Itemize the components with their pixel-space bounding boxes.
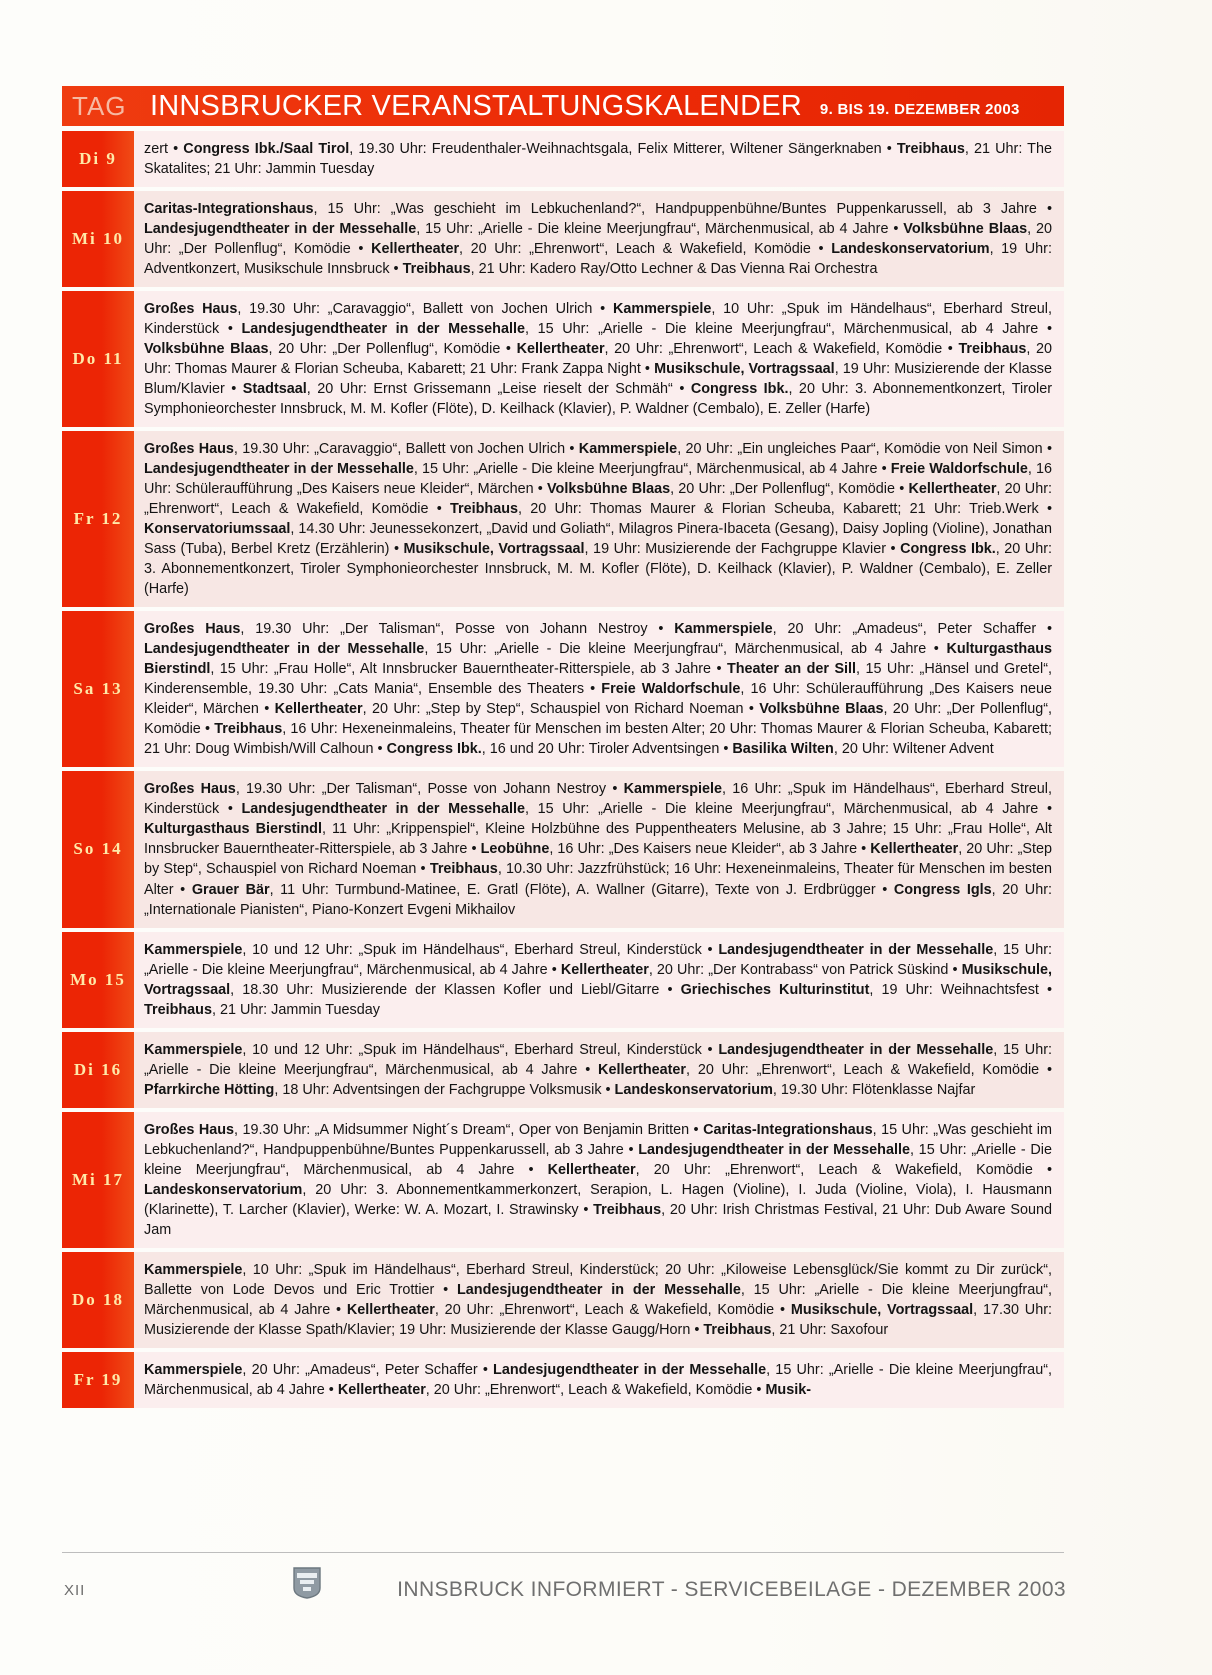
calendar-day-row (62, 611, 1064, 767)
day-label-cell (62, 932, 134, 1028)
day-events-text: Kammerspiele, 10 Uhr: „Spuk im Händelhaus“, Eberhard Streul, Kinderstück; 20 Uhr: „Kiloweise Lebensglück/Sie kommt zu Dir zurück“, Ballette von Lode Devos und Eric Trottier • Landesjugendtheater in der Messehalle, 15 Uhr: „Arielle - Die kleine Meerjungfrau“, Märchenmusical, ab 4 Jahre • Kellertheater, 20 Uhr: „Ehrenwort“, Leach & Wakefield, Komödie • Musikschule, Vortragssaal, 17.30 Uhr: Musizierende der Klasse Spath/Klavier; 19 Uhr: Musizierende der Klasse Gaugg/Horn • Treibhaus, 21 Uhr: Saxofour (134, 1252, 1064, 1348)
day-label-cell (62, 611, 134, 767)
calendar-day-row (62, 1352, 1064, 1408)
calendar-header (62, 86, 1064, 126)
day-label-cell (62, 1032, 134, 1108)
calendar-day-row (62, 771, 1064, 927)
day-events-text: Kammerspiele, 20 Uhr: „Amadeus“, Peter Schaffer • Landesjugendtheater in der Messehalle, 15 Uhr: „Arielle - Die kleine Meerjungfrau“, Märchenmusical, ab 4 Jahre • Kellertheater, 20 Uhr: „Ehrenwort“, Leach & Wakefield, Komödie • Musik- (134, 1352, 1064, 1408)
day-label-cell (62, 291, 134, 427)
day-events-text: Großes Haus, 19.30 Uhr: „Der Talisman“, Posse von Johann Nestroy • Kammerspiele, 20 Uhr: „Amadeus“, Peter Schaffer • Landesjugendtheater in der Messehalle, 15 Uhr: „Arielle - Die kleine Meerjungfrau“, Märchenmusical, ab 4 Jahre • Kulturgasthaus Bierstindl, 15 Uhr: „Frau Holle“, Alt Innsbrucker Bauerntheater-Ritterspiele, ab 3 Jahre • Theater an der Sill, 15 Uhr: „Hänsel und Gretel“, Kinderensemble, 19.30 Uhr: „Cats Mania“, Ensemble des Theaters • Freie Waldorfschule, 16 Uhr: Schüleraufführung „Des Kaisers neue Kleider“, Märchen • Kellertheater, 20 Uhr: „Step by Step“, Schauspiel von Richard Noeman • Volksbühne Blaas, 20 Uhr: „Der Pollenflug“, Komödie • Treibhaus, 16 Uhr: Hexeneinmaleins, Theater für Menschen im besten Alter; 20 Uhr: Thomas Maurer & Florian Scheuba, Kabarett; 21 Uhr: Doug Wimbish/Will Calhoun • Congress Ibk., 16 und 20 Uhr: Tiroler Adventsingen • Basilika Wilten, 20 Uhr: Wiltener Advent (134, 611, 1064, 767)
day-label: Fr 19 (73, 1369, 123, 1389)
footer-divider (62, 1552, 1064, 1553)
calendar-day-row (62, 191, 1064, 287)
day-events-text: Großes Haus, 19.30 Uhr: „Der Talisman“, Posse von Johann Nestroy • Kammerspiele, 16 Uhr: „Spuk im Händelhaus“, Eberhard Streul, Kinderstück • Landesjugendtheater in der Messehalle, 15 Uhr: „Arielle - Die kleine Meerjungfrau“, Märchenmusical, ab 4 Jahre • Kulturgasthaus Bierstindl, 11 Uhr: „Krippenspiel“, Kleine Holzbühne des Puppentheaters Melusine, ab 3 Jahre; 15 Uhr: „Frau Holle“, Alt Innsbrucker Bauerntheater-Ritterspiele, ab 3 Jahre • Leobühne, 16 Uhr: „Des Kaisers neue Kleider“, ab 3 Jahre • Kellertheater, 20 Uhr: „Step by Step“, Schauspiel von Richard Noeman • Treibhaus, 10.30 Uhr: Jazzfrühstück; 16 Uhr: Hexeneinmaleins, Theater für Menschen im besten Alter • Grauer Bär, 11 Uhr: Turmbund-Matinee, E. Gratl (Flöte), A. Wallner (Gitarre), Texte von J. Erdbrügger • Congress Igls, 20 Uhr: „Internationale Pianisten“, Piano-Konzert Evgeni Mikhailov (134, 771, 1064, 927)
calendar-day-row (62, 932, 1064, 1028)
day-events-text: Kammerspiele, 10 und 12 Uhr: „Spuk im Händelhaus“, Eberhard Streul, Kinderstück • Landesjugendtheater in der Messehalle, 15 Uhr: „Arielle - Die kleine Meerjungfrau“, Märchenmusical, ab 4 Jahre • Kellertheater, 20 Uhr: „Ehrenwort“, Leach & Wakefield, Komödie • Pfarrkirche Hötting, 18 Uhr: Adventsingen der Fachgruppe Volksmusik • Landeskonservatorium, 19.30 Uhr: Flötenklasse Najfar (134, 1032, 1064, 1108)
day-label: Sa 13 (73, 679, 123, 699)
day-label: Mo 15 (70, 969, 126, 989)
day-label: Do 11 (72, 349, 124, 369)
day-events-text: Großes Haus, 19.30 Uhr: „A Midsummer Night´s Dream“, Oper von Benjamin Britten • Caritas-Integrationshaus, 15 Uhr: „Was geschieht im Lebkuchenland?“, Handpuppenbühne/Buntes Puppenkarussell, ab 3 Jahre • Landesjugendtheater in der Messehalle, 15 Uhr: „Arielle - Die kleine Meerjungfrau“, Märchenmusical, ab 4 Jahre • Kellertheater, 20 Uhr: „Ehrenwort“, Leach & Wakefield, Komödie • Landeskonservatorium, 20 Uhr: 3. Abonnementkammerkonzert, Serapion, L. Hagen (Violine), I. Juda (Violine, Viola), I. Hausmann (Klarinette), T. Larcher (Klavier), Werke: W. A. Mozart, I. Strawinsky • Treibhaus, 20 Uhr: Irish Christmas Festival, 21 Uhr: Dub Aware Sound Jam (134, 1112, 1064, 1248)
day-label: So 14 (73, 839, 123, 859)
day-label-cell (62, 771, 134, 927)
footer-text: INNSBRUCK INFORMIERT - SERVICEBEILAGE - DEZEMBER 2003 (397, 1578, 1066, 1601)
calendar-day-row (62, 431, 1064, 607)
day-label: Do 18 (71, 1289, 125, 1309)
day-label: Fr 12 (73, 509, 123, 529)
day-label-cell (62, 131, 134, 187)
day-events-text: Kammerspiele, 10 und 12 Uhr: „Spuk im Händelhaus“, Eberhard Streul, Kinderstück • Landesjugendtheater in der Messehalle, 15 Uhr: „Arielle - Die kleine Meerjungfrau“, Märchenmusical, ab 4 Jahre • Kellertheater, 20 Uhr: „Der Kontrabass“ von Patrick Süskind • Musikschule, Vortragssaal, 18.30 Uhr: Musizierende der Klassen Kofler und Liebl/Gitarre • Griechisches Kulturinstitut, 19 Uhr: Weihnachtsfest • Treibhaus, 21 Uhr: Jammin Tuesday (134, 932, 1064, 1028)
header-date-range: 9. BIS 19. DEZEMBER 2003 (819, 100, 1020, 118)
day-label: Di 9 (79, 149, 117, 169)
day-events-text: Großes Haus, 19.30 Uhr: „Caravaggio“, Ballett von Jochen Ulrich • Kammerspiele, 20 Uhr: „Ein ungleiches Paar“, Komödie von Neil Simon • Landesjugendtheater in der Messehalle, 15 Uhr: „Arielle - Die kleine Meerjungfrau“, Märchenmusical, ab 4 Jahre • Freie Waldorfschule, 16 Uhr: Schüleraufführung „Des Kaisers neue Kleider“, Märchen • Volksbühne Blaas, 20 Uhr: „Der Pollenflug“, Komödie • Kellertheater, 20 Uhr: „Ehrenwort“, Leach & Wakefield, Komödie • Treibhaus, 20 Uhr: Thomas Maurer & Florian Scheuba, Kabarett; 21 Uhr: Trieb.Werk • Konservatoriumssaal, 14.30 Uhr: Jeunessekonzert, „David und Goliath“, Milagros Pinera-Ibaceta (Gesang), Daisy Jopling (Violine), Jonathan Sass (Tuba), Berbel Kretz (Erzählerin) • Musikschule, Vortragssaal, 19 Uhr: Musizierende der Fachgruppe Klavier • Congress Ibk., 20 Uhr: 3. Abonnementkonzert, Tiroler Symphonieorchester Innsbruck, M. M. Kofler (Flöte), D. Keilhack (Klavier), P. Waldner (Cembalo), E. Zeller (Harfe) (134, 431, 1064, 607)
day-label-cell (62, 1252, 134, 1348)
calendar-day-row (62, 131, 1064, 187)
day-label-cell (62, 1112, 134, 1248)
day-label-cell (62, 1352, 134, 1408)
page-title: INNSBRUCKER VERANSTALTUNGSKALENDER (150, 89, 802, 122)
day-label: Mi 17 (71, 1169, 125, 1189)
day-label-cell (62, 191, 134, 287)
day-label: Di 16 (73, 1059, 123, 1079)
calendar-day-row (62, 1032, 1064, 1108)
day-label: Mi 10 (71, 229, 125, 249)
day-events-text: Caritas-Integrationshaus, 15 Uhr: „Was geschieht im Lebkuchenland?“, Handpuppenbühne/Buntes Puppenkarussell, ab 3 Jahre • Landesjugendtheater in der Messehalle, 15 Uhr: „Arielle - Die kleine Meerjungfrau“, Märchenmusical, ab 4 Jahre • Volksbühne Blaas, 20 Uhr: „Der Pollenflug“, Komödie • Kellertheater, 20 Uhr: „Ehrenwort“, Leach & Wakefield, Komödie • Landeskonservatorium, 19 Uhr: Adventkonzert, Musikschule Innsbruck • Treibhaus, 21 Uhr: Kadero Ray/Otto Lechner & Das Vienna Rai Orchestra (134, 191, 1064, 287)
header-tag-label: TAG (72, 90, 127, 121)
page-number: XII (64, 1582, 86, 1599)
day-label-cell (62, 431, 134, 607)
innsbruck-coat-of-arms-icon (292, 1566, 322, 1600)
calendar-day-row (62, 291, 1064, 427)
calendar-day-row (62, 1252, 1064, 1348)
calendar-table (62, 131, 1064, 1412)
calendar-day-row (62, 1112, 1064, 1248)
day-events-text: zert • Congress Ibk./Saal Tirol, 19.30 Uhr: Freudenthaler-Weihnachtsgala, Felix Mitterer, Wiltener Sängerknaben • Treibhaus, 21 Uhr: The Skatalites; 21 Uhr: Jammin Tuesday (134, 131, 1064, 187)
day-events-text: Großes Haus, 19.30 Uhr: „Caravaggio“, Ballett von Jochen Ulrich • Kammerspiele, 10 Uhr: „Spuk im Händelhaus“, Eberhard Streul, Kinderstück • Landesjugendtheater in der Messehalle, 15 Uhr: „Arielle - Die kleine Meerjungfrau“, Märchenmusical, ab 4 Jahre • Volksbühne Blaas, 20 Uhr: „Der Pollenflug“, Komödie • Kellertheater, 20 Uhr: „Ehrenwort“, Leach & Wakefield, Komödie • Treibhaus, 20 Uhr: Thomas Maurer & Florian Scheuba, Kabarett; 21 Uhr: Frank Zappa Night • Musikschule, Vortragssaal, 19 Uhr: Musizierende der Klasse Blum/Klavier • Stadtsaal, 20 Uhr: Ernst Grissemann „Leise rieselt der Schmäh“ • Congress Ibk., 20 Uhr: 3. Abonnementkonzert, Tiroler Symphonieorchester Innsbruck, M. M. Kofler (Flöte), D. Keilhack (Klavier), P. Waldner (Cembalo), E. Zeller (Harfe) (134, 291, 1064, 427)
